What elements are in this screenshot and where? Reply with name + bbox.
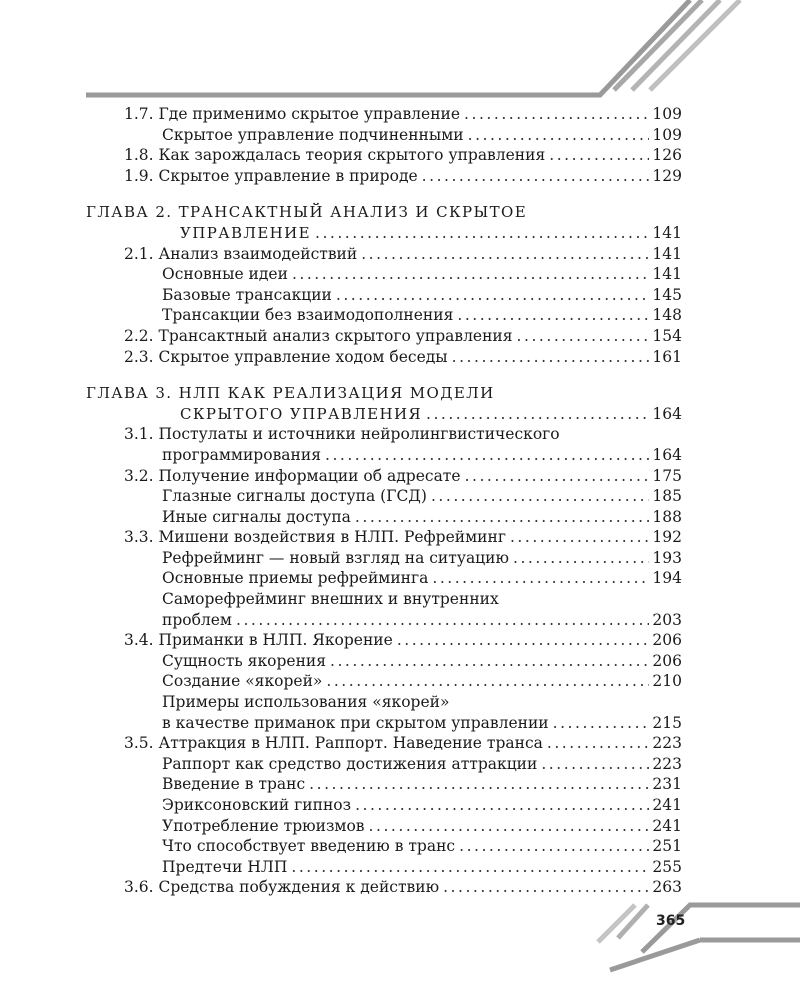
section-gap: [0, 367, 800, 383]
toc-entry-title: [124, 466, 461, 487]
toc-page-number: 141: [652, 244, 682, 263]
toc-entry-text: Основные идеи: [162, 265, 288, 284]
dot-leader: [397, 630, 650, 651]
toc-entry-number: 3.3.: [124, 528, 154, 547]
toc-entry-number: 3.2.: [124, 466, 154, 485]
toc-entry-text: Эриксоновский гипноз: [162, 796, 352, 814]
dot-leader: [236, 610, 649, 631]
toc-entry-text: Средства побуждения к действию: [158, 878, 440, 897]
toc-entry-number: 3.5.: [124, 734, 154, 753]
toc-page-number: 206: [652, 631, 682, 650]
toc-entry-title: [162, 548, 509, 569]
toc-entry-title: [162, 589, 499, 610]
toc-entry-text: СКРЫТОГО УПРАВЛЕНИЯ: [180, 404, 422, 423]
toc-entry-title: [124, 733, 543, 754]
dot-leader: [326, 671, 649, 692]
toc-entry-text: Приманки в НЛП. Якорение: [158, 631, 393, 650]
toc-entry: [0, 244, 800, 265]
toc-entry-title: [162, 692, 449, 713]
dot-leader: [431, 486, 649, 507]
toc-entry-text: Иные сигналы доступа: [162, 507, 351, 526]
toc-entry-text: Трансактный анализ скрытого управления: [158, 326, 513, 345]
toc-entry: [0, 610, 800, 631]
toc-page-number: 109: [652, 105, 682, 123]
toc-page-number: 263: [652, 878, 682, 897]
dot-leader: [355, 795, 649, 816]
toc-entry-text: Основные приемы рефрейминга: [162, 569, 429, 588]
dot-leader: [361, 244, 649, 265]
toc-entry-title: [162, 836, 455, 857]
toc-page-number: 161: [652, 347, 682, 366]
toc-entry-title: [162, 264, 288, 285]
dot-leader: [443, 877, 649, 898]
toc-entry-number: 1.8.: [124, 146, 154, 165]
toc-entry-text: Глазные сигналы доступа (ГСД): [162, 487, 427, 506]
toc-entry-number: 3.1.: [124, 425, 154, 444]
dot-leader: [369, 816, 650, 837]
toc-page-number: 241: [652, 816, 682, 835]
toc-entry: [0, 651, 800, 672]
toc-page-number: 255: [652, 857, 682, 876]
table-of-contents: [0, 104, 800, 898]
toc-entry-title: [180, 223, 311, 244]
page-number: 365: [656, 913, 686, 929]
toc-entry: [0, 713, 800, 734]
toc-entry-title: [162, 610, 232, 631]
toc-entry-title: [162, 795, 351, 816]
dot-leader: [315, 223, 649, 244]
toc-entry: [0, 754, 800, 775]
toc-entry-text: Базовые трансакции: [162, 285, 332, 304]
dot-leader: [330, 651, 649, 672]
toc-entry-title: [162, 774, 305, 795]
toc-entry: [0, 223, 800, 244]
dot-leader: [553, 713, 650, 734]
toc-page-number: 164: [652, 404, 682, 423]
dot-leader: [541, 754, 649, 775]
toc-entry-text: Скрытое управление подчиненными: [162, 125, 464, 144]
toc-page-number: 223: [652, 734, 682, 753]
dot-leader: [457, 305, 649, 326]
bottom-stripes: [598, 905, 800, 970]
toc-entry-number: 2.2.: [124, 326, 154, 345]
toc-entry-title: [162, 816, 365, 837]
toc-entry-number: 2.1.: [124, 244, 154, 263]
toc-entry-text: Введение в транс: [162, 775, 306, 794]
toc-entry-title: [162, 754, 537, 775]
toc-entry: [0, 424, 800, 445]
toc-entry-title: [124, 424, 560, 445]
toc-page-number: 141: [652, 265, 682, 284]
toc-entry: [0, 202, 800, 223]
toc-entry-text: проблем: [162, 610, 232, 629]
dot-leader: [510, 527, 649, 548]
toc-entry: [0, 857, 800, 878]
toc-entry: [0, 774, 800, 795]
toc-entry-title: [162, 125, 464, 146]
toc-entry-text: Скрытое управление в природе: [158, 166, 418, 185]
dot-leader: [355, 507, 649, 528]
toc-entry-title: [162, 651, 326, 672]
toc-page-number: 206: [652, 651, 682, 670]
toc-entry-title: [162, 445, 321, 466]
toc-entry-text: Трансакции без взаимодополнения: [162, 306, 454, 325]
toc-entry-text: в качестве приманок при скрытом управлении: [162, 713, 549, 732]
toc-entry-text: Анализ взаимодействий: [158, 244, 358, 263]
toc-entry: [0, 264, 800, 285]
toc-entry-text: Предтечи НЛП: [162, 857, 288, 876]
toc-page-number: 154: [652, 326, 682, 345]
toc-entry-text: Постулаты и источники нейролингвистического: [158, 425, 560, 444]
toc-entry-title: [162, 305, 453, 326]
toc-entry-text: Примеры использования «якорей»: [162, 693, 450, 712]
toc-entry-number: 3.4.: [124, 631, 154, 650]
toc-entry-title: [162, 671, 322, 692]
toc-entry-text: Где применимо скрытое управление: [158, 105, 461, 123]
toc-entry-title: [124, 877, 439, 898]
dot-leader: [517, 326, 650, 347]
toc-entry: [0, 486, 800, 507]
toc-entry-title: [124, 244, 357, 265]
toc-entry-text: УПРАВЛЕНИЕ: [180, 223, 311, 242]
toc-entry-text: ГЛАВА 3. НЛП КАК РЕАЛИЗАЦИЯ МОДЕЛИ: [86, 384, 495, 403]
toc-page-number: 185: [652, 487, 682, 506]
dot-leader: [549, 145, 649, 166]
toc-page-number: 241: [652, 796, 682, 814]
toc-entry: [0, 445, 800, 466]
toc-entry: [0, 347, 800, 368]
toc-entry-text: программирования: [162, 445, 321, 464]
toc-entry-title: [180, 404, 422, 425]
dot-leader: [292, 264, 649, 285]
toc-entry-title: [124, 145, 545, 166]
toc-entry: [0, 816, 800, 837]
toc-page-number: 141: [652, 223, 682, 242]
toc-entry-title: [124, 630, 393, 651]
section-gap: [0, 186, 800, 202]
toc-entry-text: Саморефрейминг внешних и внутренних: [162, 590, 499, 609]
toc-entry-title: [124, 166, 418, 187]
toc-page-number: 126: [652, 146, 682, 165]
toc-entry-title: [124, 104, 460, 125]
toc-page-number: 148: [652, 306, 682, 325]
toc-entry: [0, 692, 800, 713]
dot-leader: [426, 404, 649, 425]
dot-leader: [432, 568, 649, 589]
toc-entry-text: Рефрейминг — новый взгляд на ситуацию: [162, 548, 509, 567]
toc-entry-text: ГЛАВА 2. ТРАНСАКТНЫЙ АНАЛИЗ И СКРЫТОЕ: [86, 203, 528, 222]
toc-entry-title: [86, 202, 527, 223]
toc-entry-text: Что способствует введению в транс: [162, 837, 456, 856]
toc-page-number: 164: [652, 445, 682, 464]
toc-entry-title: [86, 383, 495, 404]
toc-page-number: 210: [652, 672, 682, 691]
toc-entry: [0, 326, 800, 347]
toc-entry-text: Создание «якорей»: [162, 672, 323, 691]
dot-leader: [547, 733, 650, 754]
toc-entry-title: [124, 527, 506, 548]
toc-entry: [0, 104, 800, 125]
dot-leader: [464, 104, 649, 125]
toc-entry: [0, 285, 800, 306]
toc-entry-text: Мишени воздействия в НЛП. Рефрейминг: [158, 528, 506, 547]
toc-page-number: 231: [652, 775, 682, 794]
toc-entry-title: [162, 285, 332, 306]
toc-entry: [0, 733, 800, 754]
toc-entry: [0, 145, 800, 166]
toc-entry: [0, 404, 800, 425]
toc-page-number: 215: [652, 713, 682, 732]
toc-entry-title: [162, 486, 427, 507]
toc-entry-title: [162, 713, 549, 734]
toc-entry: [0, 507, 800, 528]
toc-page-number: 203: [652, 610, 682, 629]
dot-leader: [468, 125, 650, 146]
toc-entry-text: Как зарождалась теория скрытого управления: [158, 146, 546, 165]
toc-entry-title: [162, 507, 351, 528]
toc-entry: [0, 630, 800, 651]
toc-page-number: 251: [652, 837, 682, 856]
toc-entry: [0, 671, 800, 692]
toc-entry: [0, 568, 800, 589]
toc-entry: [0, 877, 800, 898]
dot-leader: [291, 857, 649, 878]
toc-entry-title: [124, 326, 513, 347]
toc-entry-number: 2.3.: [124, 347, 154, 366]
dot-leader: [513, 548, 649, 569]
toc-entry-title: [162, 857, 287, 878]
toc-entry: [0, 305, 800, 326]
toc-entry: [0, 466, 800, 487]
toc-page-number: 129: [652, 166, 682, 185]
dot-leader: [309, 774, 649, 795]
toc-page-number: 175: [652, 466, 682, 485]
dot-leader: [325, 445, 649, 466]
dot-leader: [422, 166, 650, 187]
toc-page-number: 193: [652, 548, 682, 567]
dot-leader: [465, 466, 650, 487]
dot-leader: [336, 285, 650, 306]
toc-entry-number: 3.6.: [124, 878, 154, 897]
toc-entry-text: Получение информации об адресате: [158, 466, 461, 485]
dot-leader: [452, 347, 650, 368]
toc-entry-title: [124, 347, 448, 368]
toc-entry: [0, 527, 800, 548]
toc-entry-text: Раппорт как средство достижения аттракции: [162, 754, 538, 773]
toc-entry: [0, 383, 800, 404]
toc-page-number: 192: [652, 528, 682, 547]
toc-entry-text: Скрытое управление ходом беседы: [158, 347, 448, 366]
toc-entry-number: 1.7.: [124, 105, 154, 123]
dot-leader: [459, 836, 649, 857]
toc-entry-number: 1.9.: [124, 166, 154, 185]
toc-entry: [0, 166, 800, 187]
toc-entry: [0, 795, 800, 816]
toc-page-number: 223: [652, 754, 682, 773]
toc-entry-text: Аттракция в НЛП. Раппорт. Наведение транса: [158, 734, 543, 753]
toc-entry-text: Употребление трюизмов: [162, 816, 365, 835]
toc-entry: [0, 548, 800, 569]
toc-page-number: 188: [652, 507, 682, 526]
toc-entry: [0, 589, 800, 610]
toc-entry-title: [162, 568, 428, 589]
toc-entry: [0, 125, 800, 146]
toc-entry: [0, 836, 800, 857]
toc-entry-text: Сущность якорения: [162, 651, 327, 670]
toc-page-number: 109: [652, 125, 682, 144]
toc-page-number: 145: [652, 285, 682, 304]
top-stripes: [86, 0, 740, 95]
toc-page-number: 194: [652, 569, 682, 588]
